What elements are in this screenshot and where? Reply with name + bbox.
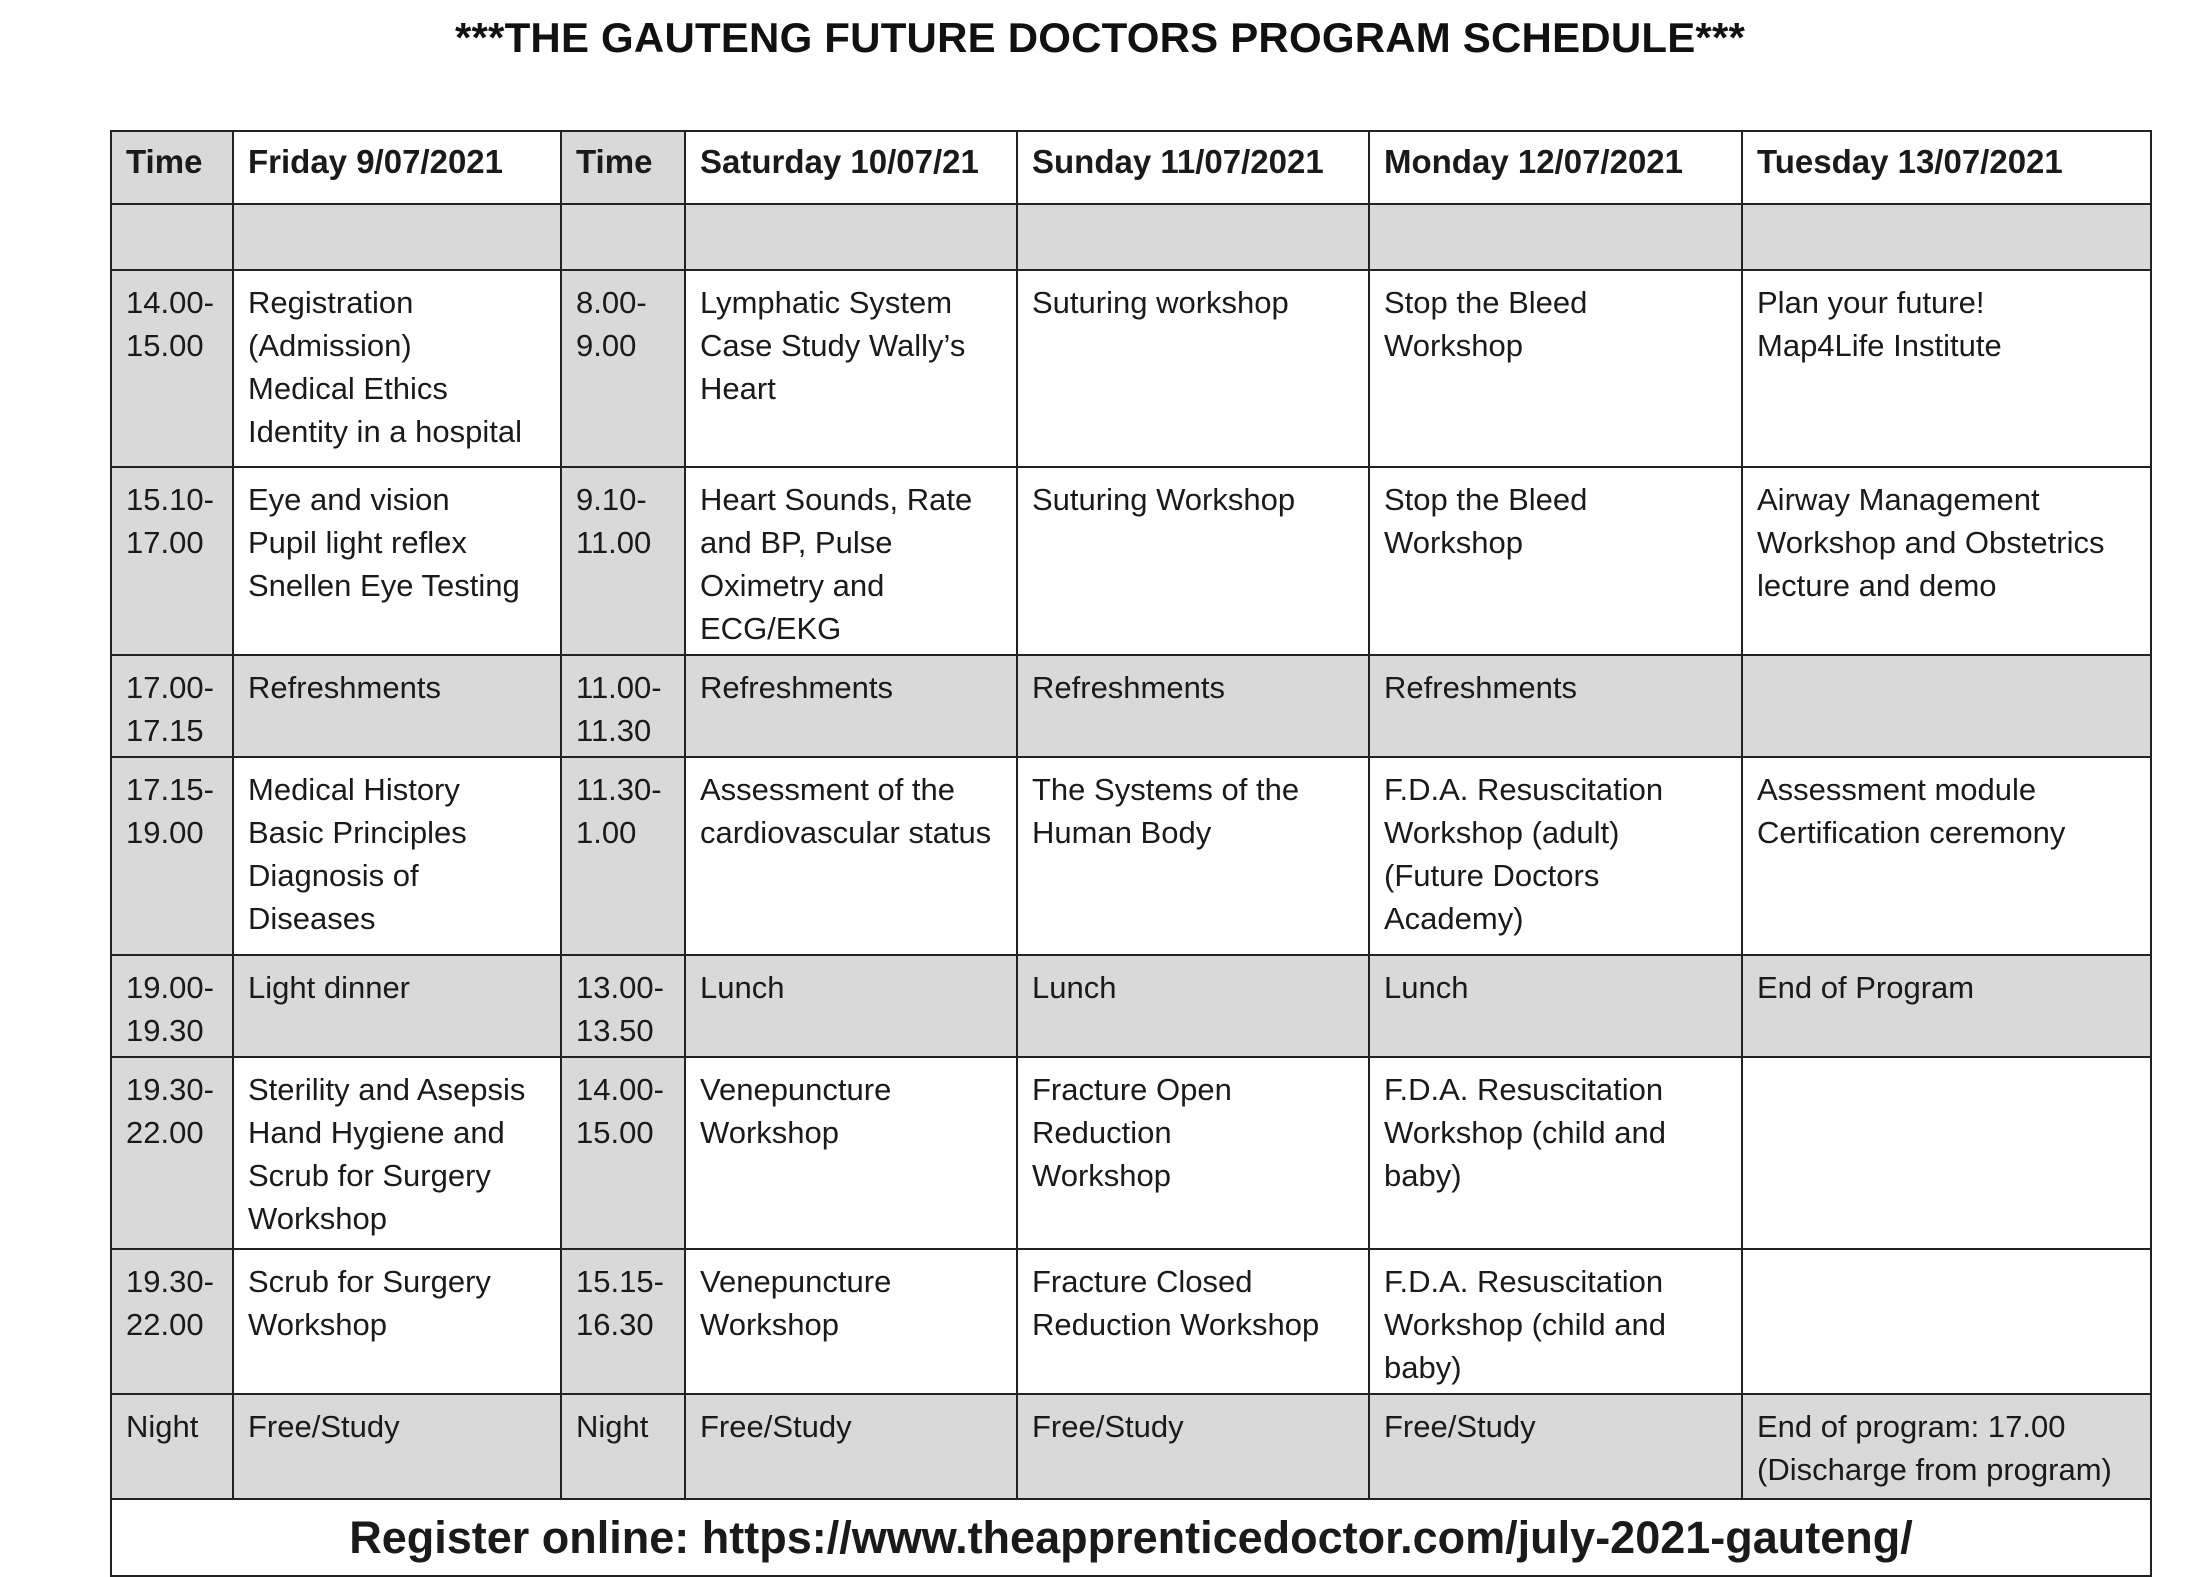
cell-line: Medical History (248, 772, 460, 807)
cell-tuesday (1742, 1249, 2151, 1394)
cell-tuesday (1742, 1057, 2151, 1249)
cell-saturday (685, 467, 1017, 655)
cell-line: Registration (248, 285, 414, 320)
cell-friday (233, 1394, 561, 1499)
page-title: ***THE GAUTENG FUTURE DOCTORS PROGRAM SCHEDULE*** (454, 14, 1746, 61)
cell-sunday (1017, 655, 1369, 757)
cell-line: 19.30- (126, 1264, 214, 1299)
cell-line: Scrub for Surgery (248, 1158, 491, 1193)
cell-line: Case Study Wally’s (700, 328, 966, 363)
schedule-body (111, 270, 2151, 1499)
cell-monday (1369, 1394, 1742, 1499)
cell-line: 15.10- (126, 482, 214, 517)
cell-line: Workshop (1032, 1158, 1171, 1193)
cell-saturday (685, 655, 1017, 757)
footer-row (111, 1499, 2151, 1576)
cell-line: Diagnosis of (248, 858, 419, 893)
cell-line: ECG/EKG (700, 611, 842, 646)
header-monday: Monday 12/07/2021 (1369, 131, 1742, 204)
cell-monday (1369, 955, 1742, 1057)
cell-line: Refreshments (248, 670, 441, 705)
cell-tuesday (1742, 270, 2151, 467)
cell-line: Workshop (child and (1384, 1115, 1667, 1150)
cell-time-weekend (561, 757, 685, 955)
cell-line: 9.10- (576, 482, 647, 517)
cell-line: Fracture Closed (1032, 1264, 1253, 1299)
cell-line: 22.00 (126, 1307, 204, 1342)
cell-line: Heart (700, 371, 776, 406)
cell-saturday (685, 270, 1017, 467)
cell-line: Workshop (1384, 525, 1523, 560)
register-online-link[interactable]: Register online: https://www.theapprenticedoctor.com/july-2021-gauteng/ (111, 1499, 2151, 1576)
cell-monday (1369, 757, 1742, 955)
cell-line: End of program: 17.00 (1757, 1409, 2066, 1444)
cell-saturday (685, 1394, 1017, 1499)
cell-line: Refreshments (700, 670, 893, 705)
cell-line: Assessment module (1757, 772, 2037, 807)
cell-line: 13.00- (576, 970, 664, 1005)
cell-line: Certification ceremony (1757, 815, 2066, 850)
cell-line: Hand Hygiene and (248, 1115, 505, 1150)
cell-line: Eye and vision (248, 482, 450, 517)
cell-tuesday (1742, 955, 2151, 1057)
cell-line: Lunch (1384, 970, 1469, 1005)
cell-line: 19.00 (126, 815, 204, 850)
cell-line: Fracture Open (1032, 1072, 1232, 1107)
cell-line: The Systems of the (1032, 772, 1300, 807)
cell-line: F.D.A. Resuscitation (1384, 772, 1664, 807)
cell-monday (1369, 467, 1742, 655)
schedule-row (111, 655, 2151, 757)
cell-line: (Discharge from program) (1757, 1452, 2112, 1487)
cell-saturday (685, 1249, 1017, 1394)
cell-sunday (1017, 955, 1369, 1057)
schedule-row (111, 1249, 2151, 1394)
cell-line: Free/Study (700, 1409, 852, 1444)
cell-line: 15.15- (576, 1264, 664, 1299)
cell-line: Workshop (248, 1201, 387, 1236)
cell-saturday (685, 1057, 1017, 1249)
cell-line: 11.00 (576, 525, 652, 560)
cell-line: 13.50 (576, 1013, 654, 1048)
cell-sunday (1017, 1394, 1369, 1499)
cell-line: 19.00- (126, 970, 214, 1005)
cell-line: 14.00- (126, 285, 214, 320)
cell-line: Human Body (1032, 815, 1212, 850)
cell-line: Lunch (700, 970, 785, 1005)
header-sunday: Sunday 11/07/2021 (1017, 131, 1369, 204)
cell-line: 15.00 (576, 1115, 654, 1150)
cell-time-weekend (561, 467, 685, 655)
cell-line: Stop the Bleed (1384, 482, 1588, 517)
cell-tuesday (1742, 1394, 2151, 1499)
cell-friday (233, 757, 561, 955)
cell-line: Suturing workshop (1032, 285, 1289, 320)
cell-tuesday (1742, 757, 2151, 955)
cell-line: Assessment of the (700, 772, 956, 807)
cell-time-friday (111, 270, 233, 467)
spacer-cell (1017, 204, 1369, 270)
cell-friday (233, 467, 561, 655)
cell-line: Venepuncture (700, 1072, 892, 1107)
cell-line: Pupil light reflex (248, 525, 467, 560)
schedule-row (111, 270, 2151, 467)
cell-line: Workshop and Obstetrics (1757, 525, 2105, 560)
spacer-row (111, 204, 2151, 270)
cell-friday (233, 955, 561, 1057)
cell-time-friday (111, 1057, 233, 1249)
cell-line: Snellen Eye Testing (248, 568, 520, 603)
cell-friday (233, 1057, 561, 1249)
cell-friday (233, 655, 561, 757)
cell-line: 11.30- (576, 772, 662, 807)
cell-line: F.D.A. Resuscitation (1384, 1072, 1664, 1107)
cell-line: baby) (1384, 1158, 1462, 1193)
cell-time-weekend (561, 1249, 685, 1394)
cell-line: Stop the Bleed (1384, 285, 1588, 320)
cell-line: 19.30 (126, 1013, 204, 1048)
cell-line: 11.30 (576, 713, 652, 748)
cell-line: Academy) (1384, 901, 1524, 936)
cell-sunday (1017, 467, 1369, 655)
spacer-cell (561, 204, 685, 270)
cell-saturday (685, 757, 1017, 955)
cell-friday (233, 1249, 561, 1394)
cell-line: 11.00- (576, 670, 662, 705)
cell-line: Identity in a hospital (248, 414, 523, 449)
schedule-row (111, 1394, 2151, 1499)
cell-line: 1.00 (576, 815, 637, 850)
cell-line: lecture and demo (1757, 568, 1997, 603)
cell-line: 9.00 (576, 328, 637, 363)
cell-line: 17.15- (126, 772, 214, 807)
cell-line: Light dinner (248, 970, 411, 1005)
schedule-row (111, 757, 2151, 955)
cell-tuesday (1742, 467, 2151, 655)
spacer-cell (1742, 204, 2151, 270)
cell-time-weekend (561, 655, 685, 757)
cell-monday (1369, 655, 1742, 757)
cell-line: Refreshments (1384, 670, 1577, 705)
header-friday: Friday 9/07/2021 (233, 131, 561, 204)
cell-friday (233, 270, 561, 467)
cell-time-friday (111, 467, 233, 655)
cell-tuesday (1742, 655, 2151, 757)
cell-line: Venepuncture (700, 1264, 892, 1299)
spacer-cell (1369, 204, 1742, 270)
cell-line: Suturing Workshop (1032, 482, 1296, 517)
cell-line: Workshop (child and (1384, 1307, 1667, 1342)
header-time-friday: Time (111, 131, 233, 204)
cell-line: Oximetry and (700, 568, 885, 603)
cell-line: Diseases (248, 901, 376, 936)
header-tuesday: Tuesday 13/07/2021 (1742, 131, 2151, 204)
cell-sunday (1017, 757, 1369, 955)
cell-line: 17.15 (126, 713, 204, 748)
cell-line: Medical Ethics (248, 371, 448, 406)
cell-line: 8.00- (576, 285, 647, 320)
header-saturday: Saturday 10/07/21 (685, 131, 1017, 204)
header-row (111, 131, 2151, 204)
cell-line: Reduction Workshop (1032, 1307, 1320, 1342)
schedule-row (111, 955, 2151, 1057)
cell-line: Sterility and Asepsis (248, 1072, 526, 1107)
cell-line: Scrub for Surgery (248, 1264, 491, 1299)
cell-line: 17.00 (126, 525, 204, 560)
cell-time-weekend (561, 1057, 685, 1249)
cell-line: Map4Life Institute (1757, 328, 2002, 363)
cell-line: (Admission) (248, 328, 412, 363)
cell-monday (1369, 1249, 1742, 1394)
cell-line: Night (126, 1409, 199, 1444)
cell-sunday (1017, 1057, 1369, 1249)
cell-line: 19.30- (126, 1072, 214, 1107)
cell-line: Lunch (1032, 970, 1117, 1005)
cell-line: Workshop (adult) (1384, 815, 1620, 850)
cell-line: 17.00- (126, 670, 214, 705)
cell-line: Reduction (1032, 1115, 1172, 1150)
cell-line: Lymphatic System (700, 285, 953, 320)
cell-line: 22.00 (126, 1115, 204, 1150)
cell-line: Airway Management (1757, 482, 2040, 517)
spacer-cell (111, 204, 233, 270)
cell-saturday (685, 955, 1017, 1057)
cell-line: Heart Sounds, Rate (700, 482, 973, 517)
cell-time-friday (111, 1394, 233, 1499)
cell-line: Free/Study (248, 1409, 400, 1444)
header-time-weekend: Time (561, 131, 685, 204)
cell-time-friday (111, 757, 233, 955)
cell-time-friday (111, 655, 233, 757)
cell-line: Plan your future! (1757, 285, 1985, 320)
cell-line: (Future Doctors (1384, 858, 1600, 893)
cell-line: Refreshments (1032, 670, 1225, 705)
cell-line: baby) (1384, 1350, 1462, 1385)
cell-sunday (1017, 1249, 1369, 1394)
cell-line: cardiovascular status (700, 815, 992, 850)
cell-line: Workshop (1384, 328, 1523, 363)
cell-monday (1369, 1057, 1742, 1249)
schedule-row (111, 467, 2151, 655)
cell-line: F.D.A. Resuscitation (1384, 1264, 1664, 1299)
cell-time-friday (111, 955, 233, 1057)
spacer-cell (685, 204, 1017, 270)
cell-line: Free/Study (1384, 1409, 1536, 1444)
cell-line: Workshop (700, 1115, 839, 1150)
cell-line: Workshop (700, 1307, 839, 1342)
spacer-cell (233, 204, 561, 270)
cell-line: End of Program (1757, 970, 1975, 1005)
cell-monday (1369, 270, 1742, 467)
cell-time-weekend (561, 1394, 685, 1499)
cell-sunday (1017, 270, 1369, 467)
cell-time-friday (111, 1249, 233, 1394)
cell-line: 16.30 (576, 1307, 654, 1342)
cell-line: 15.00 (126, 328, 204, 363)
cell-time-weekend (561, 955, 685, 1057)
schedule-table (110, 130, 2152, 1577)
cell-line: Basic Principles (248, 815, 467, 850)
cell-line: Workshop (248, 1307, 387, 1342)
cell-line: 14.00- (576, 1072, 664, 1107)
cell-time-weekend (561, 270, 685, 467)
cell-line: Night (576, 1409, 649, 1444)
schedule-row (111, 1057, 2151, 1249)
cell-line: Free/Study (1032, 1409, 1184, 1444)
cell-line: and BP, Pulse (700, 525, 893, 560)
